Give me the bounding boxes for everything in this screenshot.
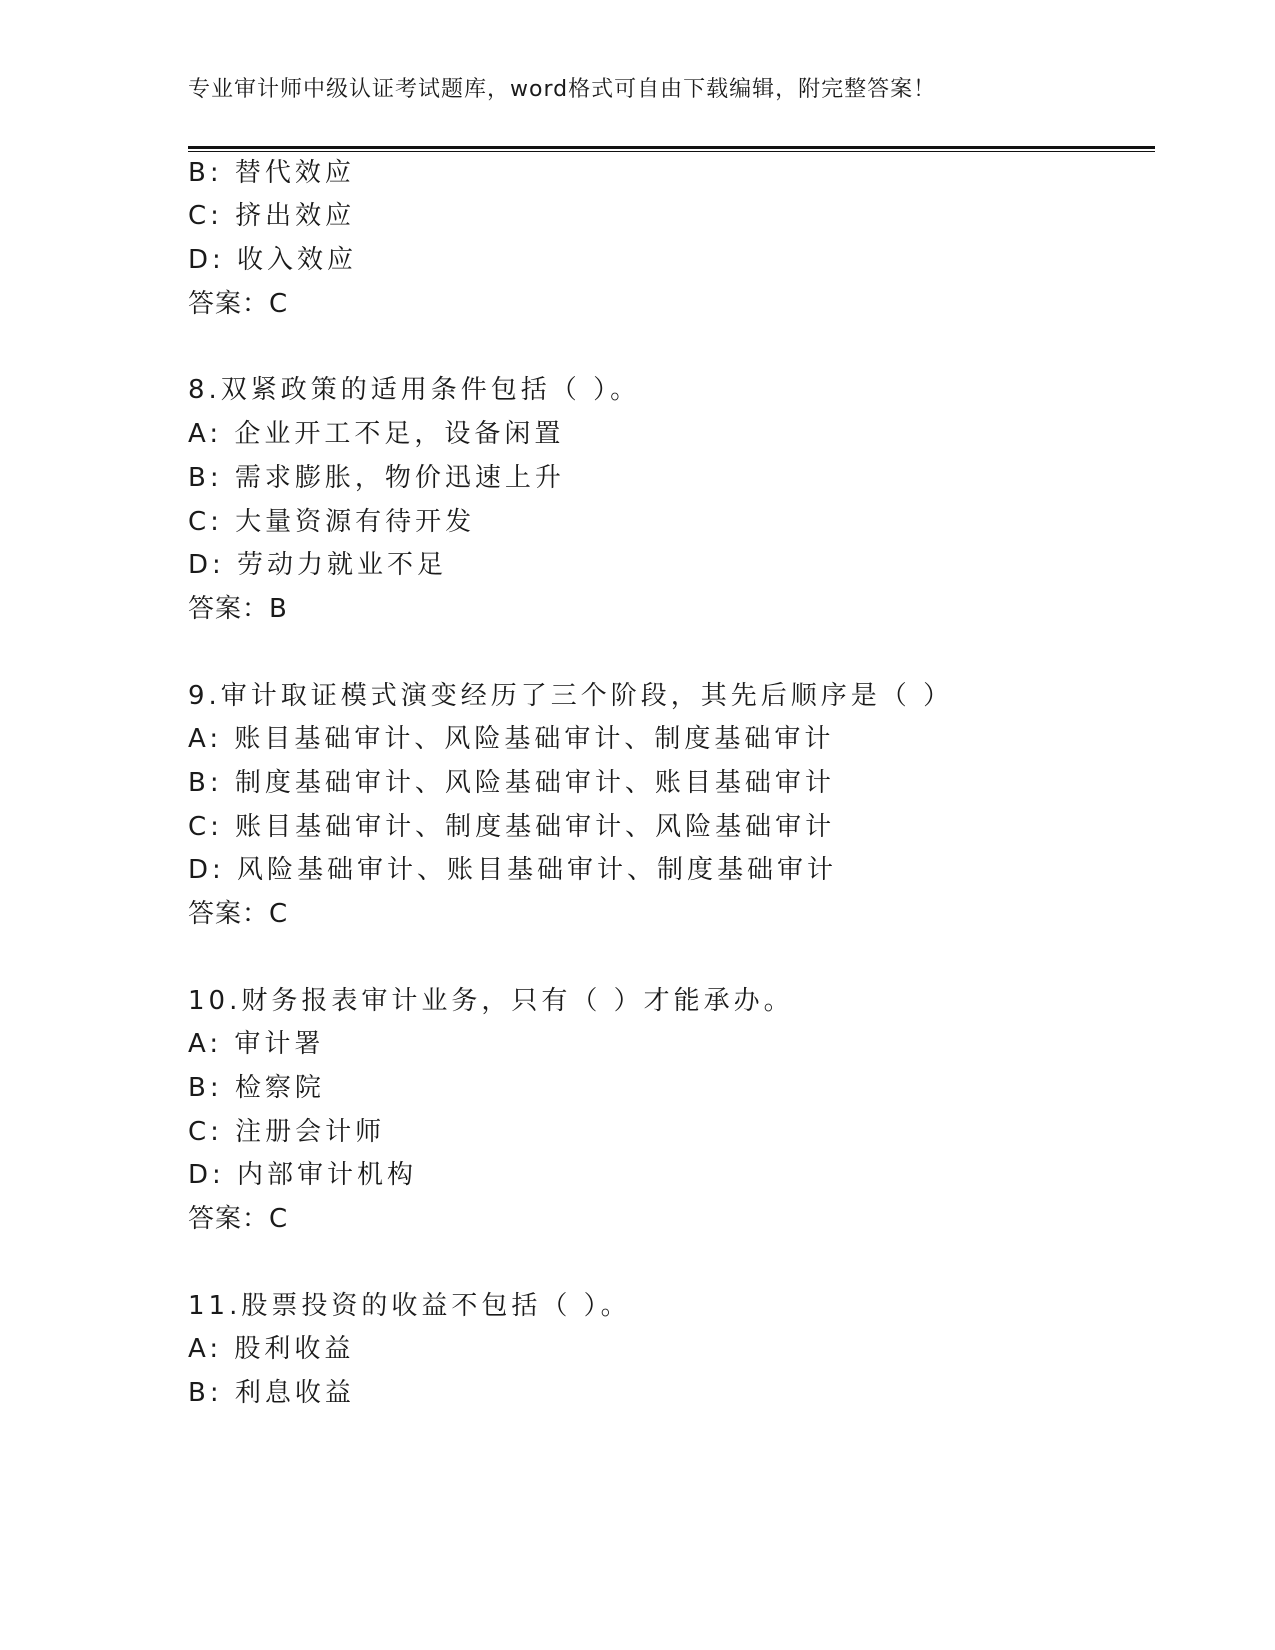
- q7-option-d: D: 收入效应: [188, 245, 358, 275]
- q9-stem: 9.审计取证模式演变经历了三个阶段，其先后顺序是（ ）: [188, 681, 954, 711]
- q8-stem: 8.双紧政策的适用条件包括（ ）。: [188, 375, 641, 405]
- q9-option-c: C: 账目基础审计、制度基础审计、风险基础审计: [188, 812, 836, 842]
- q10-option-d: D: 内部审计机构: [188, 1160, 418, 1190]
- q7-answer: 答案：C: [188, 289, 289, 319]
- q11-stem: 11.股票投资的收益不包括（ ）。: [188, 1291, 631, 1321]
- q9-option-a: A: 账目基础审计、风险基础审计、制度基础审计: [188, 724, 835, 754]
- q8-option-a: A: 企业开工不足，设备闲置: [188, 419, 565, 449]
- q9-option-b: B: 制度基础审计、风险基础审计、账目基础审计: [188, 768, 835, 798]
- q9-option-d: D: 风险基础审计、账目基础审计、制度基础审计: [188, 855, 838, 885]
- page-header: 专业审计师中级认证考试题库，word格式可自由下载编辑，附完整答案！: [188, 77, 937, 102]
- q7-option-c: C: 挤出效应: [188, 201, 356, 231]
- q10-option-b: B: 检察院: [188, 1073, 325, 1103]
- q8-option-b: B: 需求膨胀，物价迅速上升: [188, 463, 565, 493]
- q8-option-c: C: 大量资源有待开发: [188, 507, 476, 537]
- q10-option-c: C: 注册会计师: [188, 1117, 386, 1147]
- q9-answer: 答案：C: [188, 899, 289, 929]
- q8-option-d: D: 劳动力就业不足: [188, 550, 448, 580]
- q11-option-a: A: 股利收益: [188, 1334, 355, 1364]
- q11-option-b: B: 利息收益: [188, 1378, 355, 1408]
- header-rule-thick: [188, 146, 1155, 149]
- q8-answer: 答案：B: [188, 594, 288, 624]
- q10-stem: 10.财务报表审计业务，只有（ ）才能承办。: [188, 986, 794, 1016]
- q10-answer: 答案：C: [188, 1204, 289, 1234]
- header-rule-thin: [188, 151, 1155, 152]
- q10-option-a: A: 审计署: [188, 1029, 325, 1059]
- q7-option-b: B: 替代效应: [188, 158, 355, 188]
